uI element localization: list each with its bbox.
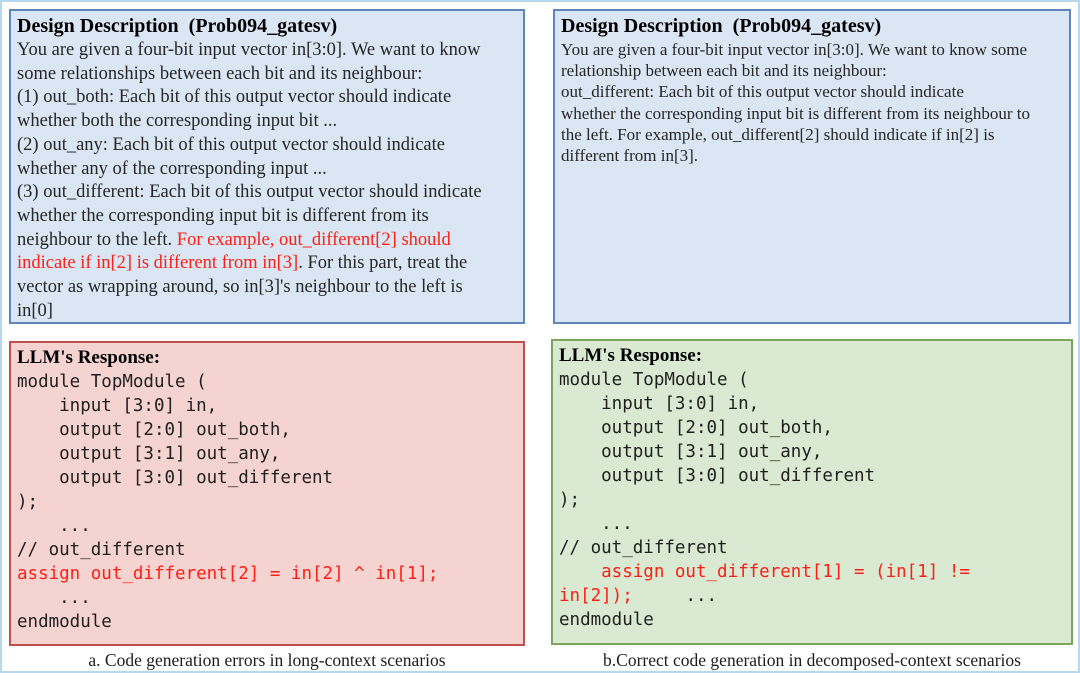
text-segment: module TopModule ( xyxy=(17,372,207,392)
text-line xyxy=(559,464,1068,488)
text-line xyxy=(17,490,520,514)
text-line xyxy=(17,538,520,562)
panel-llm-response-error xyxy=(9,341,525,646)
text-segment: output [3:1] out_any, xyxy=(559,442,823,462)
text-segment: You are given a four-bit input vector in[3:0]. We want to know some xyxy=(561,40,1028,59)
text-segment: (1) out_both: Each bit of this output vector should indicate xyxy=(17,87,452,108)
text-line xyxy=(559,584,1068,608)
text-line xyxy=(17,300,520,324)
highlighted-text-segment: assign out_different[2] = in[2] ^ in[1]; xyxy=(17,564,439,584)
text-segment: (3) out_different: Each bit of this output vector should indicate xyxy=(17,182,482,203)
text-line xyxy=(561,60,1066,81)
text-segment: relationship between each bit and its neighbour: xyxy=(561,61,887,81)
text-line xyxy=(17,181,520,205)
text-segment: ... xyxy=(632,586,718,606)
text-line xyxy=(17,86,520,110)
text-segment: ... xyxy=(559,514,633,534)
text-segment: input [3:0] in, xyxy=(17,396,218,416)
text-segment: ); xyxy=(17,492,39,512)
panel-design-description-long-context xyxy=(9,9,525,324)
llm-response-error-code xyxy=(11,370,523,634)
design-description-decomposed-text xyxy=(555,39,1069,166)
text-segment: output [2:0] out_both, xyxy=(17,420,291,440)
text-line xyxy=(17,370,520,394)
highlighted-text-segment: For example, out_different[2] should xyxy=(176,229,451,250)
text-segment: endmodule xyxy=(559,610,654,630)
text-segment: ); xyxy=(559,490,581,510)
text-segment: whether any of the corresponding input ... xyxy=(17,158,327,179)
panel-title-llm-response-error: LLM's Response: xyxy=(17,347,161,368)
text-line xyxy=(17,63,520,87)
panel-llm-response-correct xyxy=(551,339,1073,645)
text-line xyxy=(561,124,1066,145)
llm-response-correct-code xyxy=(553,368,1071,632)
panel-title-design-description-long: Design Description (Prob094_gatesv) xyxy=(17,15,338,37)
panel-title-design-description-decomposed: Design Description (Prob094_gatesv) xyxy=(561,15,882,37)
text-line xyxy=(17,39,520,63)
text-line xyxy=(561,145,1066,166)
text-segment: output [3:0] out_different xyxy=(559,466,876,486)
panel-title-llm-response-correct: LLM's Response: xyxy=(559,345,703,366)
highlighted-text-segment: assign out_different[1] = (in[1] != xyxy=(559,562,970,582)
text-line xyxy=(559,560,1068,584)
text-line xyxy=(17,442,520,466)
text-line xyxy=(561,39,1066,60)
text-segment: (2) out_any: Each bit of this output vector should indicate xyxy=(17,134,445,155)
text-segment: output [3:0] out_different xyxy=(17,468,334,488)
text-line xyxy=(17,418,520,442)
text-segment: ... xyxy=(17,588,91,608)
text-line xyxy=(17,394,520,418)
text-segment: in[0] xyxy=(17,300,53,321)
text-line xyxy=(559,536,1068,560)
text-segment: output [2:0] out_both, xyxy=(559,418,833,438)
text-line xyxy=(17,610,520,634)
text-line xyxy=(559,416,1068,440)
text-segment: You are given a four-bit input vector in[3:0]. We want to know xyxy=(17,40,481,60)
text-segment: output [3:1] out_any, xyxy=(17,444,281,464)
highlighted-text-segment: in[2]); xyxy=(559,586,633,606)
text-segment: module TopModule ( xyxy=(559,370,749,390)
text-line xyxy=(561,81,1066,102)
text-segment: // out_different xyxy=(17,540,186,560)
text-segment: whether the corresponding input bit is different from its xyxy=(17,205,429,226)
design-description-long-text xyxy=(11,39,523,323)
text-segment: out_different: Each bit of this output vector should indicate xyxy=(561,82,964,102)
text-line xyxy=(17,252,520,276)
text-segment: vector as wrapping around, so in[3]'s neighbour to the left is xyxy=(17,277,463,298)
text-line xyxy=(17,586,520,610)
panel-design-description-decomposed-context xyxy=(553,9,1071,324)
text-segment: input [3:0] in, xyxy=(559,394,760,414)
caption-subfigure-b: b.Correct code generation in decomposed-context scenarios xyxy=(603,650,1021,670)
text-line xyxy=(559,488,1068,512)
text-line xyxy=(559,368,1068,392)
text-line xyxy=(17,466,520,490)
text-line xyxy=(559,608,1068,632)
text-segment: the left. For example, out_different[2] should indicate if in[2] is xyxy=(561,124,995,144)
text-line xyxy=(17,205,520,229)
text-line xyxy=(17,158,520,182)
caption-subfigure-a: a. Code generation errors in long-context scenarios xyxy=(88,650,446,670)
highlighted-text-segment: indicate if in[2] is different from in[3] xyxy=(17,253,299,274)
text-segment: different from in[3]. xyxy=(561,146,699,166)
text-segment: neighbour to the left. xyxy=(17,229,177,250)
text-line xyxy=(17,562,520,586)
text-line xyxy=(559,440,1068,464)
text-segment: whether both the corresponding input bit ... xyxy=(17,111,338,132)
text-line xyxy=(17,276,520,300)
text-segment: whether the corresponding input bit is different from its neighbour to xyxy=(561,103,1030,123)
text-segment: // out_different xyxy=(559,538,728,558)
text-segment: endmodule xyxy=(17,612,112,632)
text-segment: . For this part, treat the xyxy=(298,253,468,274)
text-line xyxy=(559,392,1068,416)
text-segment: ... xyxy=(17,516,91,536)
text-line xyxy=(17,134,520,158)
text-line xyxy=(561,103,1066,124)
text-line xyxy=(559,512,1068,536)
text-line xyxy=(17,110,520,134)
text-segment: some relationships between each bit and its neighbour: xyxy=(17,63,423,84)
text-line xyxy=(17,514,520,538)
text-line xyxy=(17,229,520,253)
